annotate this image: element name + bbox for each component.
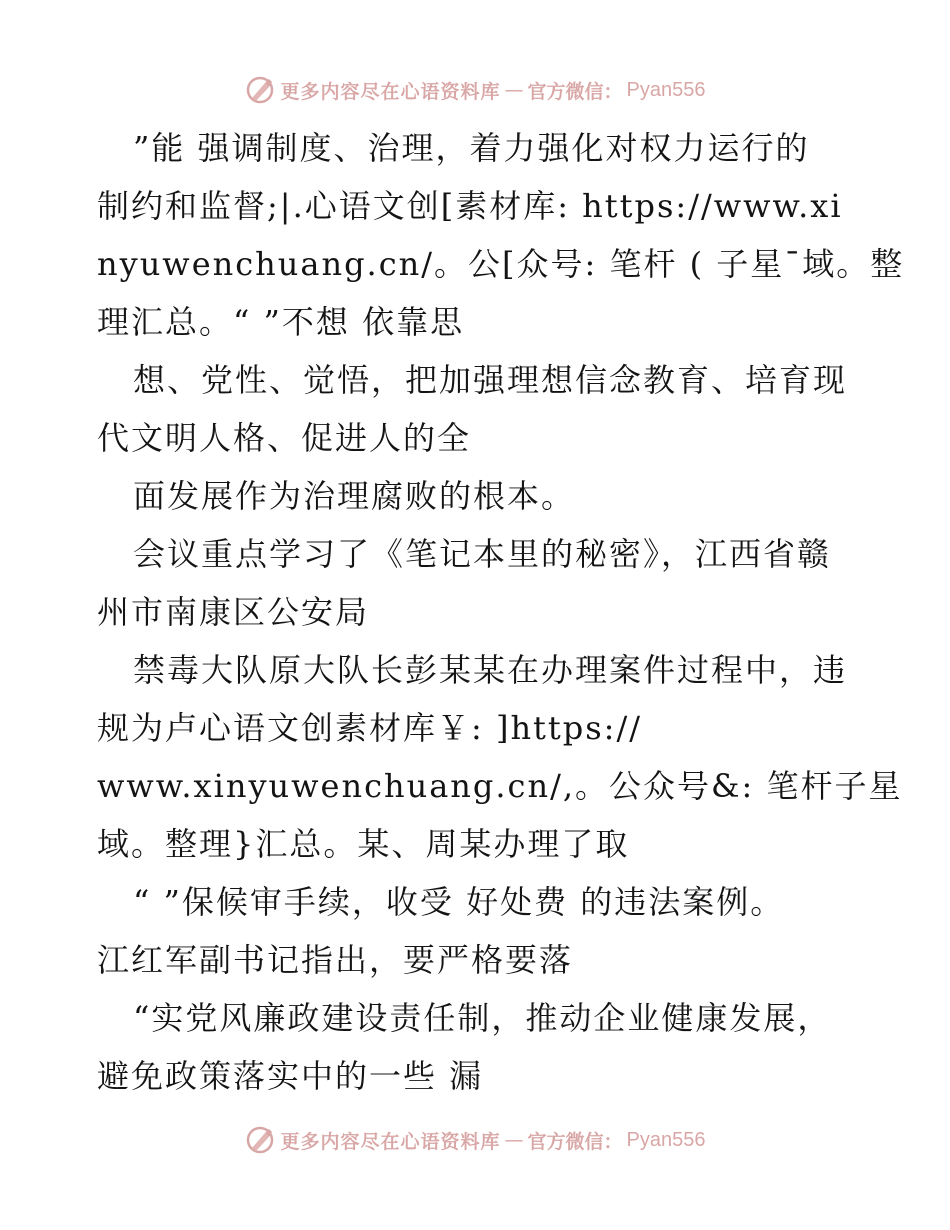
footer-banner xyxy=(0,1120,950,1160)
footer-wechat-id: Pyan556 xyxy=(626,1128,706,1151)
header-slogan: 更多内容尽在心语资料库 xyxy=(280,80,501,103)
footer-wechat-label: 官方微信： xyxy=(527,1130,623,1153)
body-line: 州市南康区公安局 xyxy=(97,593,370,631)
body-line: 想、党性、觉悟，把加强理想信念教育、培育现 xyxy=(133,361,848,399)
body-line: www.xinyuwenchuang.cn/,。公众号&: 笔杆子星 xyxy=(97,767,903,805)
body-line: ”能 强调制度、治理，着力强化对权力运行的 xyxy=(133,129,810,167)
body-line: 会议重点学习了《笔记本里的秘密》，江西省赣 xyxy=(133,535,832,573)
body-line: “ ”保候审手续，收受 好处费 的违法案例。 xyxy=(133,883,785,921)
body-line: 面发展作为治理腐败的根本。 xyxy=(133,477,576,515)
pen-logo-icon xyxy=(245,75,275,105)
pen-logo-icon xyxy=(245,1125,275,1155)
header-wechat-id: Pyan556 xyxy=(626,78,706,101)
body-line: 避免政策落实中的一些 漏 xyxy=(97,1057,484,1095)
body-line: 代文明人格、促进人的全 xyxy=(97,419,472,457)
body-line: 制约和监督;|.心语文创[素材库: https://www.xi xyxy=(97,187,843,225)
body-line: nyuwenchuang.cn/。公[众号: 笔杆 ( 子星¯域。整 xyxy=(97,245,905,283)
footer-slogan: 更多内容尽在心语资料库 xyxy=(280,1130,501,1153)
body-line: 江红军副书记指出，要严格要落 xyxy=(97,941,574,979)
header-wechat-label: 官方微信： xyxy=(527,80,623,103)
body-line: 理汇总。“ ”不想 依靠思 xyxy=(97,303,465,341)
body-line: 禁毒大队原大队长彭某某在办理案件过程中，违 xyxy=(133,651,848,689)
header-dash: — xyxy=(504,79,524,101)
body-line: 域。整理}汇总。某、周某办理了取 xyxy=(97,825,630,863)
body-line: 规为卢心语文创素材库￥: ]https:// xyxy=(97,709,643,747)
footer-dash: — xyxy=(504,1129,524,1151)
header-banner xyxy=(0,70,950,110)
body-line: “实党风廉政建设责任制，推动企业健康发展， xyxy=(133,999,832,1037)
